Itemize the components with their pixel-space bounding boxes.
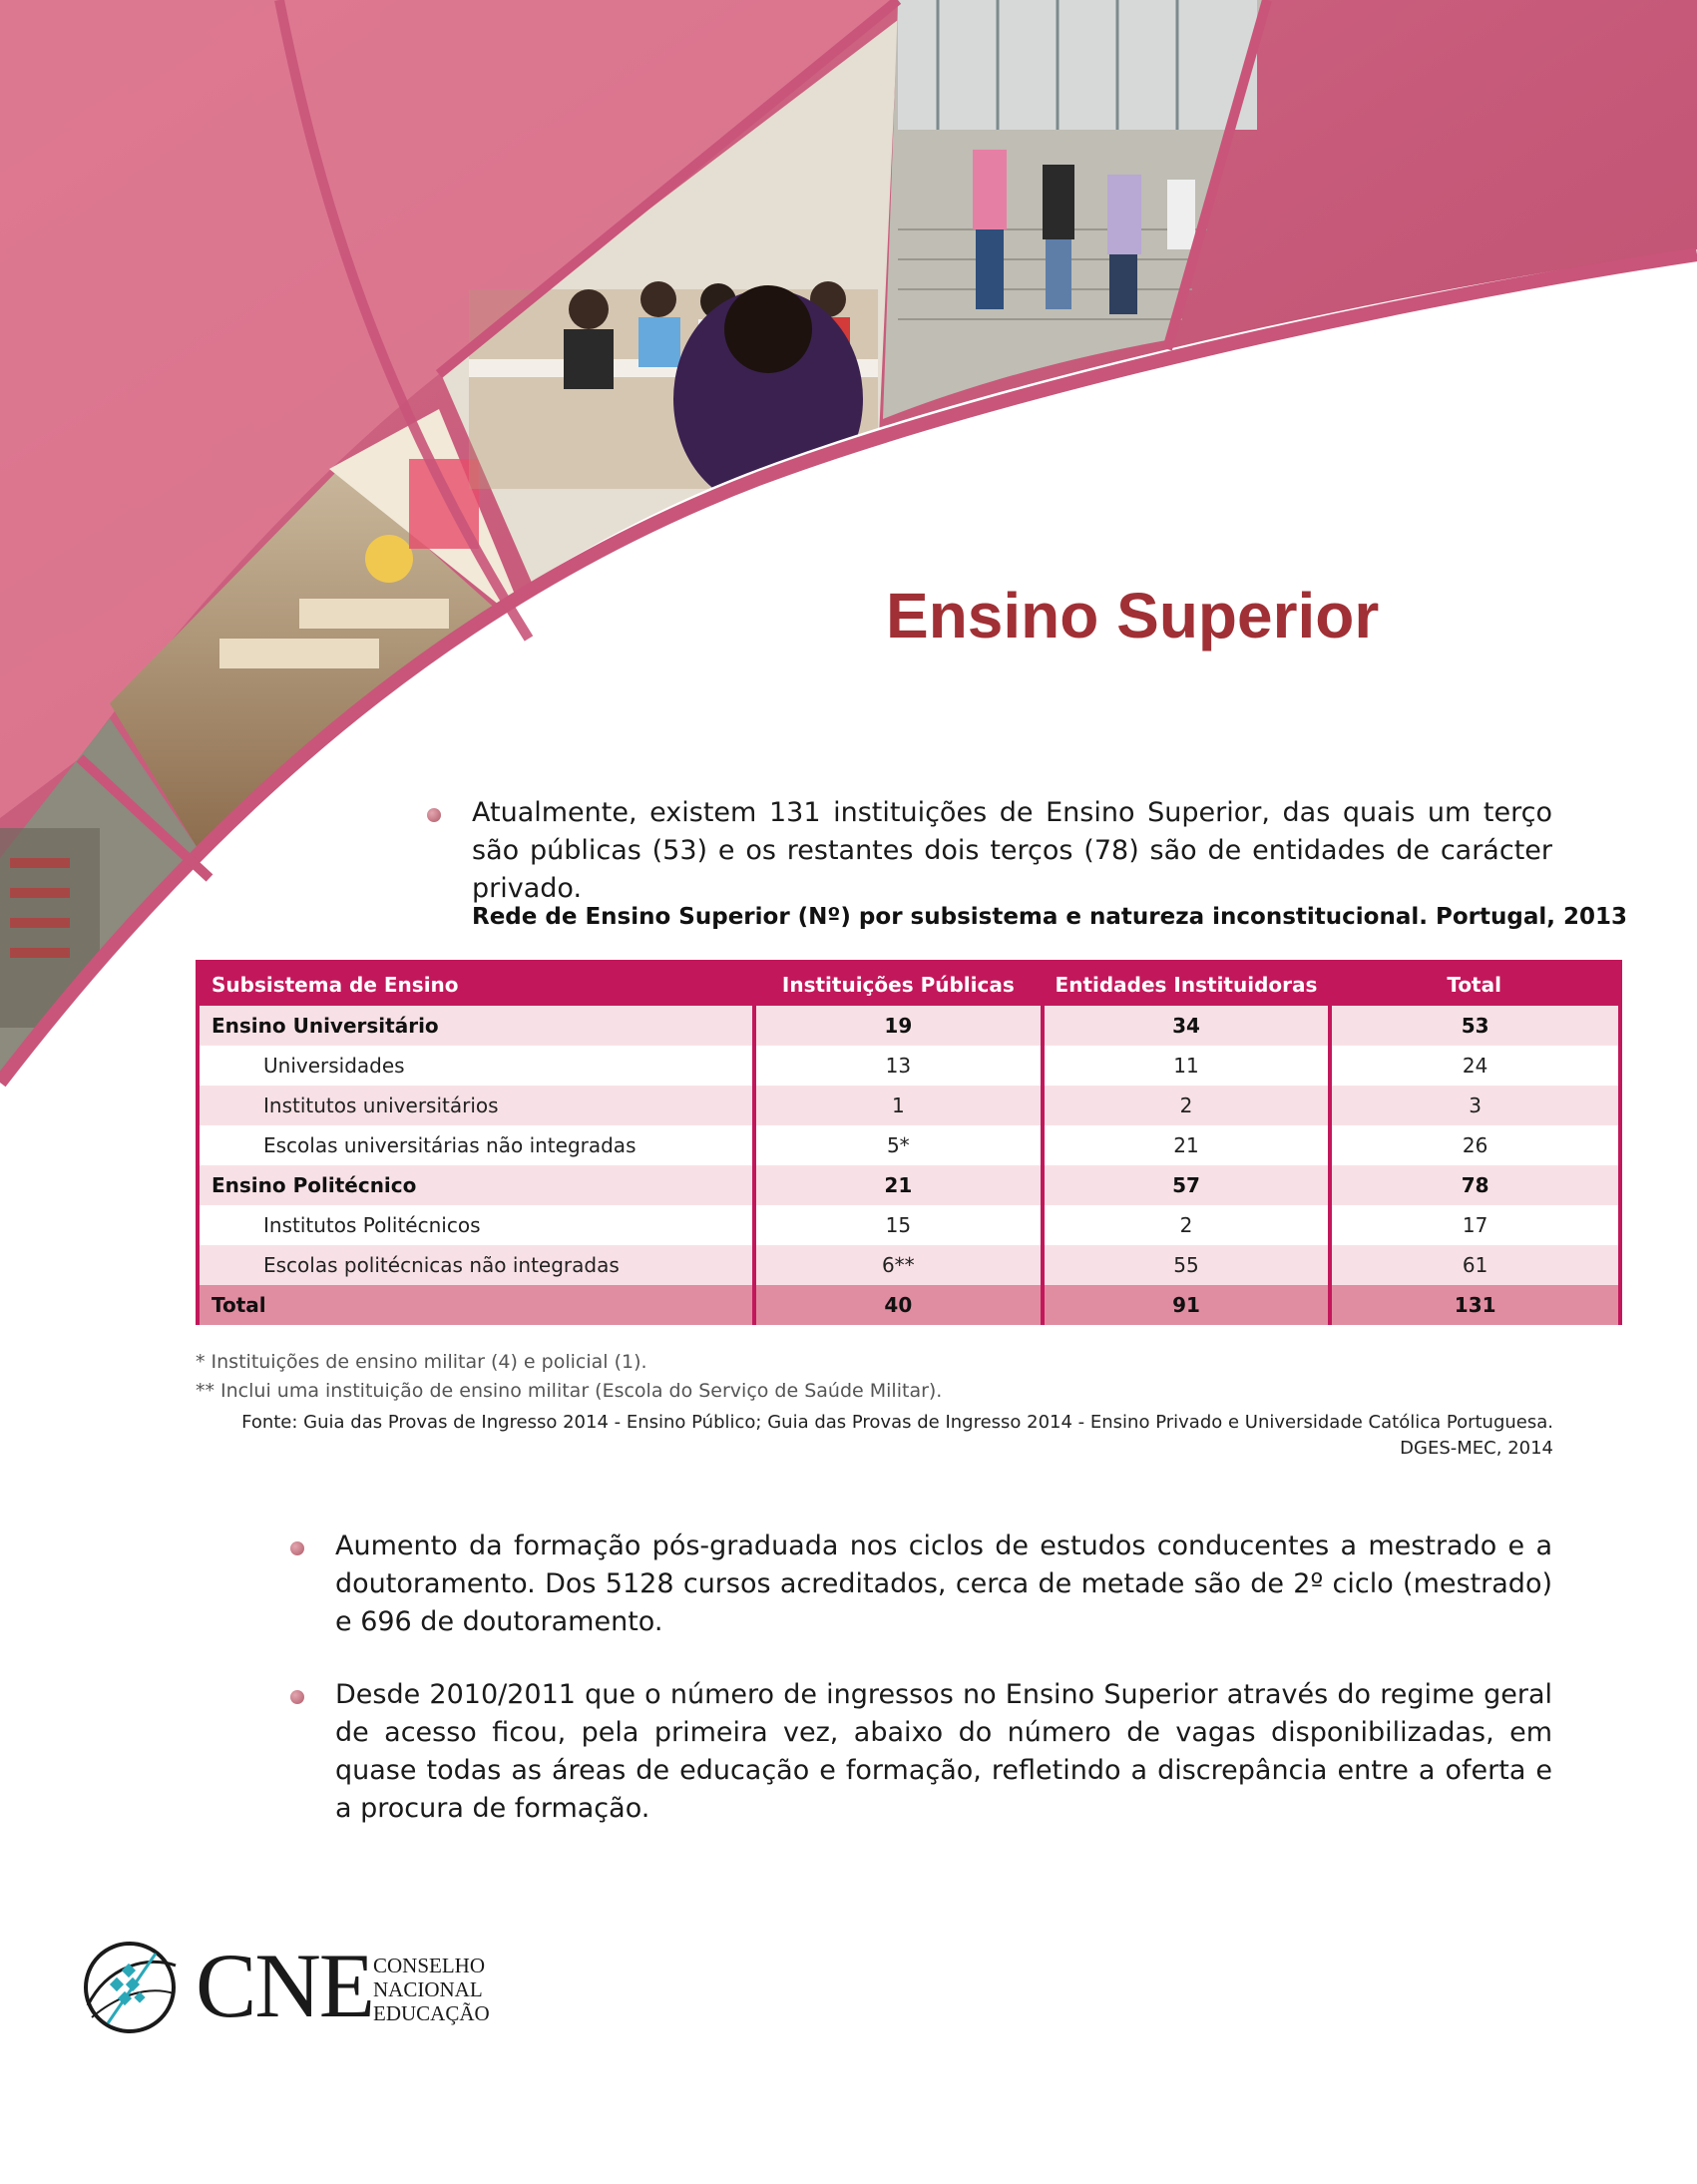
row-label: Universidades [200,1046,754,1086]
table-row [200,1245,1618,1285]
cell-entidades: 11 [1043,1046,1331,1086]
institutions-table [196,960,1622,1325]
bullet-dot [427,808,441,822]
cell-entidades: 34 [1043,1006,1331,1046]
cell-publicas: 13 [754,1046,1043,1086]
table-row [200,1125,1618,1165]
table-caption: Rede de Ensino Superior (Nº) por subsistema e natureza inconstitucional. Portugal, 2013 [472,904,1627,930]
logo-letters: CNE [196,1935,373,2036]
cell-publicas: 5* [754,1125,1043,1165]
cell-total: 24 [1330,1046,1618,1086]
logo-words [373,1954,490,2025]
cell-total: 3 [1330,1086,1618,1125]
cell-total: 131 [1330,1285,1618,1325]
bullet-text-1: Atualmente, existem 131 instituições de Ensino Superior, das quais um terço são públicas (53) e os restantes dois terços (78) são de entidades de carácter privado. [472,797,1552,904]
bullet-text-3: Desde 2010/2011 que o número de ingressos no Ensino Superior através do regime geral de acesso ficou, pela primeira vez, abaixo do número de vagas disponibilizadas, em quase todas as áreas de educação e formação, refletindo a discrepância entre a oferta e a procura de formação. [335,1679,1552,1824]
table-row [200,1165,1618,1205]
cne-logo [78,1936,497,2045]
row-label: Ensino Universitário [200,1006,754,1046]
logo-word-3: EDUCAÇÃO [373,2001,490,2025]
bullet-dot [290,1690,304,1704]
cell-entidades: 2 [1043,1086,1331,1125]
cell-total: 61 [1330,1245,1618,1285]
row-label: Escolas politécnicas não integradas [200,1245,754,1285]
cell-total: 26 [1330,1125,1618,1165]
row-label: Institutos Politécnicos [200,1205,754,1245]
cell-publicas: 40 [754,1285,1043,1325]
cell-entidades: 55 [1043,1245,1331,1285]
row-label: Ensino Politécnico [200,1165,754,1205]
cell-entidades: 2 [1043,1205,1331,1245]
cell-total: 78 [1330,1165,1618,1205]
bullet-text-2: Aumento da formação pós-graduada nos ciclos de estudos conducentes a mestrado e a doutoramento. Dos 5128 cursos acreditados, cerca de metade são de 2º ciclo (mestrado) e 696 de doutoramento. [335,1530,1552,1637]
table-row [200,1086,1618,1125]
bullet-dot [290,1541,304,1555]
cell-publicas: 15 [754,1205,1043,1245]
source-note-2: DGES-MEC, 2014 [1400,1438,1553,1459]
source-note: Fonte: Guia das Provas de Ingresso 2014 - Ensino Público; Guia das Provas de Ingresso 2014 - Ensino Privado e Universidade Católica Portuguesa. [241,1412,1553,1433]
cne-emblem-icon [78,1936,182,2039]
logo-word-2: NACIONAL [373,1977,483,2001]
table-row [200,1205,1618,1245]
page-title: Ensino Superior [886,580,1380,652]
footnote-2: ** Inclui uma instituição de ensino militar (Escola do Serviço de Saúde Militar). [196,1380,943,1402]
cell-entidades: 57 [1043,1165,1331,1205]
cell-total: 53 [1330,1006,1618,1046]
cell-entidades: 21 [1043,1125,1331,1165]
table-row [200,1046,1618,1086]
row-label: Institutos universitários [200,1086,754,1125]
header-entidades: Entidades Instituidoras [1043,964,1331,1006]
table-row [200,1006,1618,1046]
header-subsistema: Subsistema de Ensino [200,964,754,1006]
footnote-1: * Instituições de ensino militar (4) e policial (1). [196,1351,647,1373]
cell-publicas: 21 [754,1165,1043,1205]
cell-publicas: 6** [754,1245,1043,1285]
logo-word-1: CONSELHO [373,1954,486,1977]
header-publicas: Instituições Públicas [754,964,1043,1006]
header-total: Total [1330,964,1618,1006]
cell-publicas: 1 [754,1086,1043,1125]
cell-entidades: 91 [1043,1285,1331,1325]
cell-total: 17 [1330,1205,1618,1245]
row-label: Total [200,1285,754,1325]
table-total-row [200,1285,1618,1325]
row-label: Escolas universitárias não integradas [200,1125,754,1165]
cell-publicas: 19 [754,1006,1043,1046]
